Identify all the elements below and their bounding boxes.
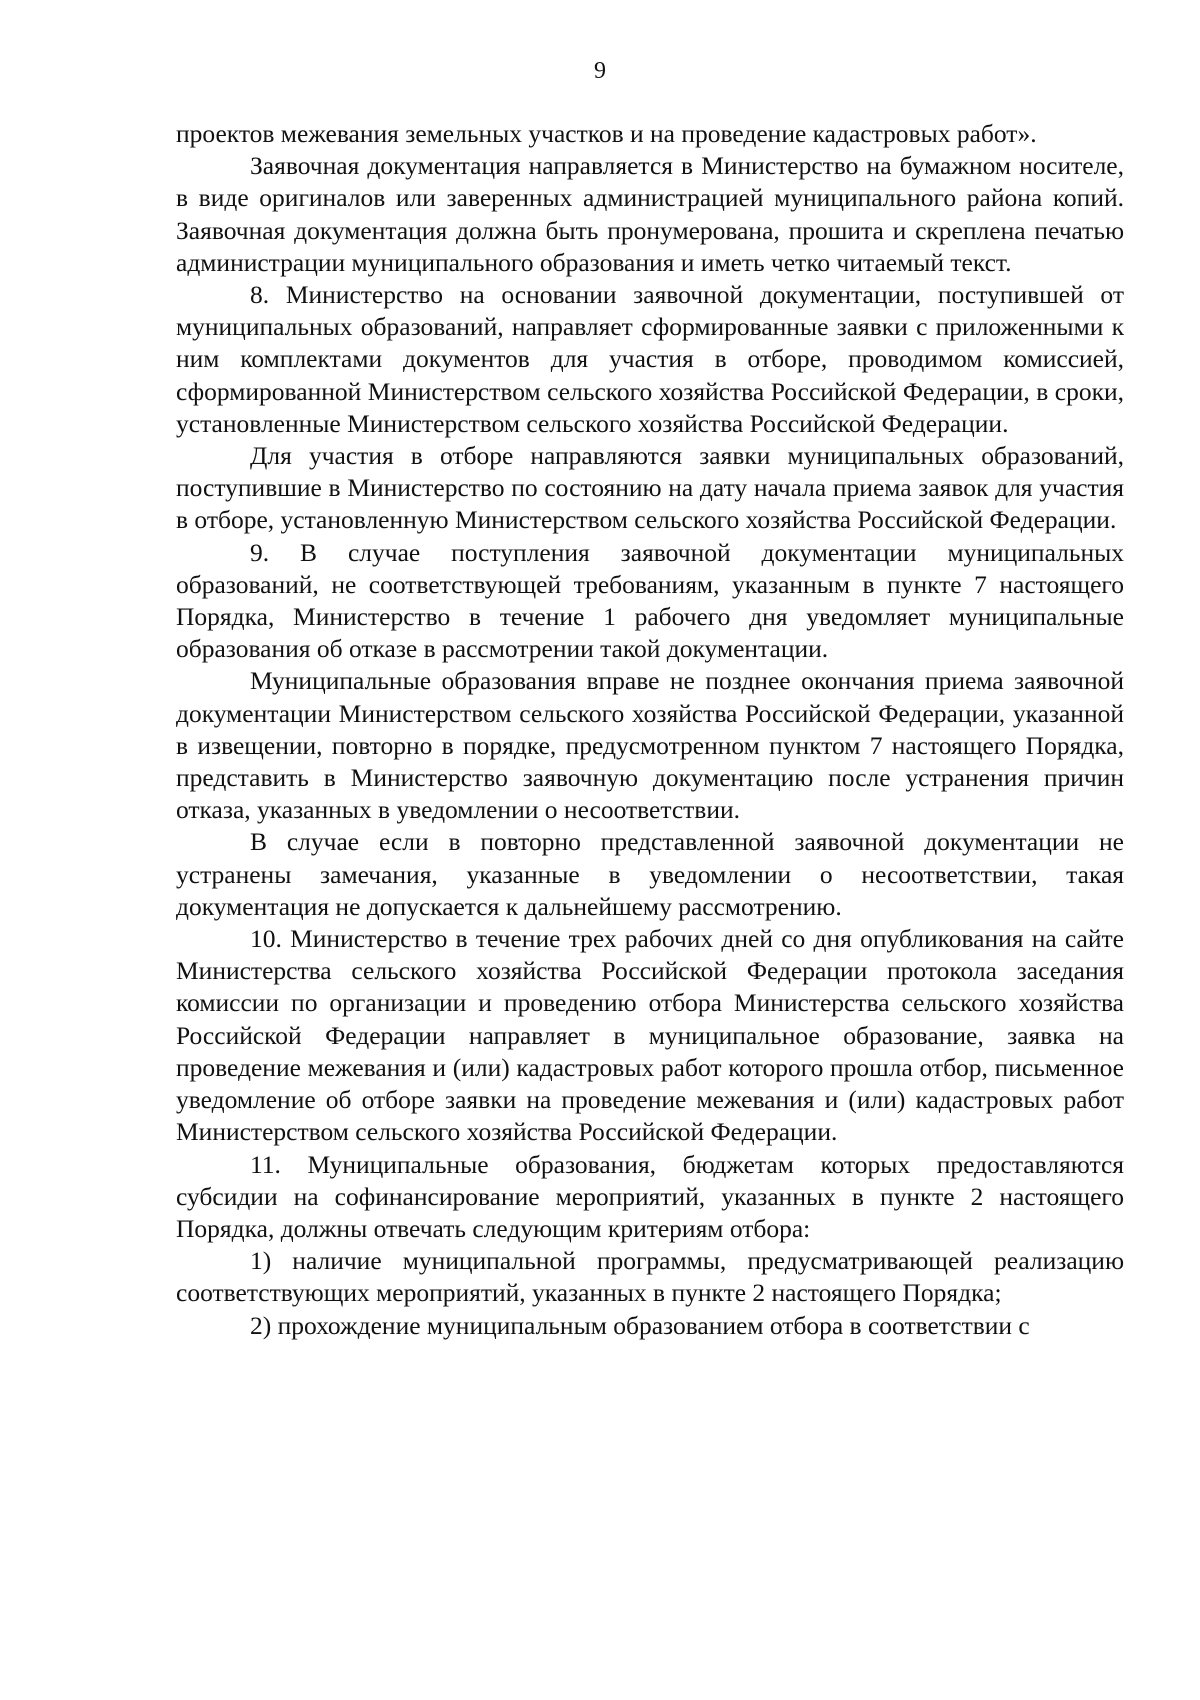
paragraph: Заявочная документация направляется в Министерство на бумажном носителе, в виде оригиналов или заверенных администрацией муниципального района копий. Заявочная документация должна быть пронумерована, прошита и скреплена печатью администрации муниципального образования и иметь четко читаемый текст. xyxy=(176,151,1124,277)
paragraph: проектов межевания земельных участков и на проведение кадастровых работ». xyxy=(176,119,1037,148)
paragraph: 2) прохождение муниципальным образованием отбора в соответствии с xyxy=(250,1310,1030,1340)
paragraph: 11. Муниципальные образования, бюджетам которых предоставляются субсидии на софинансирование мероприятий, указанных в пункте 2 настоящего Порядка, должны отвечать следующим критериям отбора: xyxy=(176,1149,1124,1243)
paragraph: 8. Министерство на основании заявочной документации, поступившей от муниципальных образований, направляет сформированные заявки с приложенными к ним комплектами документов для участия в отборе, проводимом комиссией, сформированной Министерством сельского хозяйства Российской Федерации, в сроки, установленные Министерством сельского хозяйства Российской Федерации. xyxy=(176,280,1124,438)
paragraph: 10. Министерство в течение трех рабочих дней со дня опубликования на сайте Министерства сельского хозяйства Российской Федерации протокола заседания комиссии по организации и проведению отбора Министерства сельского хозяйства Российской Федерации направляет в муниципальное образование, заявка на проведение межевания и (или) кадастровых работ которого прошла отбор, письменное уведомление об отборе заявки на проведение межевания и (или) кадастровых работ Министерством сельского хозяйства Российской Федерации. xyxy=(176,924,1124,1147)
paragraph: 9. В случае поступления заявочной документации муниципальных образований, не соответствующей требованиям, указанным в пункте 7 настоящего Порядка, Министерство в течение 1 рабочего дня уведомляет муниципальные образования об отказе в рассмотрении такой документации. xyxy=(176,537,1124,664)
paragraph: Муниципальные образования вправе не позднее окончания приема заявочной документации Министерством сельского хозяйства Российской Федерации, указанной в извещении, повторно в порядке, предусмотренном пунктом 7 настоящего Порядка, представить в Министерство заявочную документацию после устранения причин отказа, указанных в уведомлении о несоответствии. xyxy=(176,666,1124,825)
document-body xyxy=(176,118,1124,1342)
page-number: 9 xyxy=(594,58,606,84)
paragraph: В случае если в повторно представленной заявочной документации не устранены замечания, указанные в уведомлении о несоответствии, такая документация не допускается к дальнейшему рассмотрению. xyxy=(176,827,1124,921)
paragraph: Для участия в отборе направляются заявки муниципальных образований, поступившие в Министерство по состоянию на дату начала приема заявок для участия в отборе, установленную Министерством сельского хозяйства Российской Федерации. xyxy=(176,441,1124,535)
paragraph: 1) наличие муниципальной программы, предусматривающей реализацию соответствующих мероприятий, указанных в пункте 2 настоящего Порядка; xyxy=(176,1246,1124,1308)
